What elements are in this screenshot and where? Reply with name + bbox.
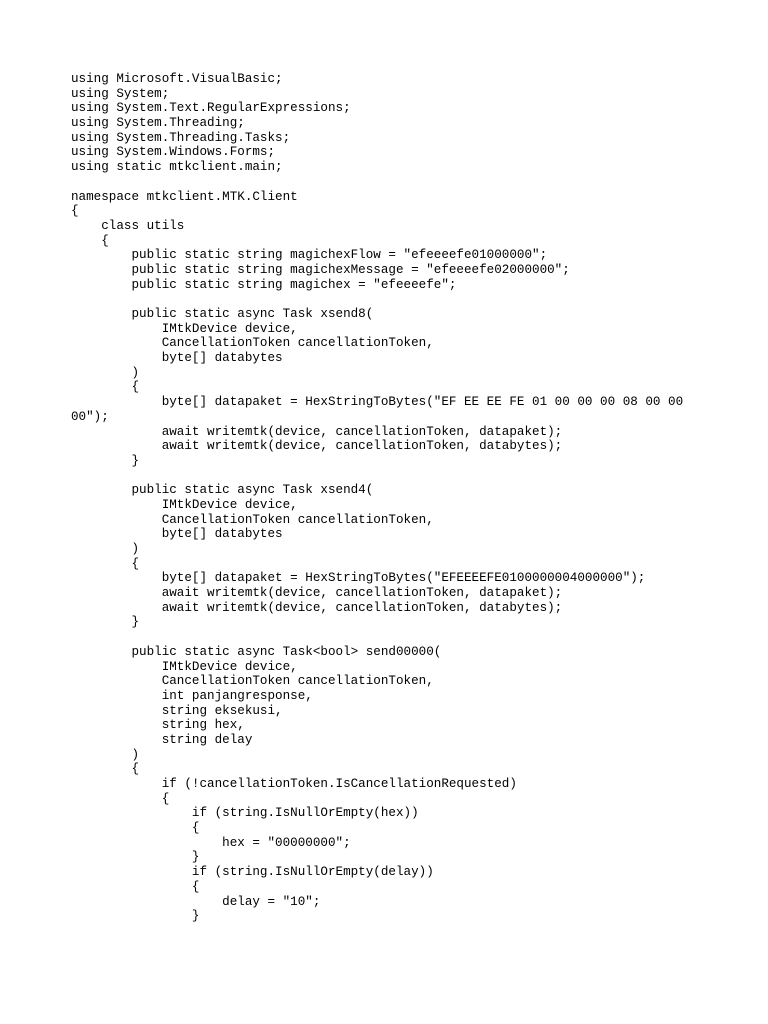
code-line: ) xyxy=(71,542,140,556)
code-line: await writemtk(device, cancellationToken, datapaket); xyxy=(71,586,563,601)
code-line: } xyxy=(71,453,140,468)
code-line: CancellationToken cancellationToken, xyxy=(71,674,434,689)
code-line: ) xyxy=(71,747,140,762)
code-line: } xyxy=(71,909,200,924)
code-line: namespace mtkclient.MTK.Client xyxy=(71,189,298,204)
code-line: using System.Threading.Tasks; xyxy=(71,130,291,145)
code-line: 00"); xyxy=(71,409,109,424)
code-line: { xyxy=(71,762,140,777)
code-line: public static async Task<bool> send00000( xyxy=(71,644,442,659)
code-line: public static async Task xsend4( xyxy=(71,483,374,498)
code-line: string eksekusi, xyxy=(71,703,283,718)
code-line: IMtkDevice device, xyxy=(71,659,298,674)
code-line: byte[] databytes xyxy=(71,351,283,366)
code-line: using Microsoft.VisualBasic; xyxy=(71,72,283,86)
code-listing xyxy=(71,72,711,924)
code-line: public static string magichexFlow = "efeeeefe01000000"; xyxy=(71,248,548,263)
code-line: await writemtk(device, cancellationToken, databytes); xyxy=(71,439,563,454)
code-line: { xyxy=(71,791,170,806)
code-line: } xyxy=(71,615,140,630)
code-line: using static mtkclient.main; xyxy=(71,160,283,175)
code-line: using System.Threading; xyxy=(71,116,245,131)
code-line: byte[] datapaket = HexStringToBytes("EFEEEEFE0100000004000000"); xyxy=(71,571,646,586)
code-line xyxy=(71,469,711,484)
code-line: delay = "10"; xyxy=(71,894,321,909)
code-line: byte[] datapaket = HexStringToBytes("EF EE EE FE 01 00 00 00 08 00 00 xyxy=(71,395,684,410)
code-line: await writemtk(device, cancellationToken, datapaket); xyxy=(71,424,563,439)
code-line: { xyxy=(71,556,140,571)
code-line: public static async Task xsend8( xyxy=(71,307,374,321)
code-line: if (string.IsNullOrEmpty(delay)) xyxy=(71,865,434,880)
code-line: public static string magichexMessage = "efeeeefe02000000"; xyxy=(71,262,570,277)
code-line: CancellationToken cancellationToken, xyxy=(71,336,434,351)
code-line: using System.Text.RegularExpressions; xyxy=(71,101,351,116)
code-line: class utils xyxy=(71,218,185,233)
code-line: IMtkDevice device, xyxy=(71,321,298,336)
code-line: { xyxy=(71,879,200,894)
code-line: int panjangresponse, xyxy=(71,688,313,703)
code-line: byte[] databytes xyxy=(71,527,283,542)
code-line: } xyxy=(71,850,200,865)
code-line xyxy=(71,175,711,190)
code-line: if (string.IsNullOrEmpty(hex)) xyxy=(71,806,419,821)
code-line: string hex, xyxy=(71,718,245,733)
code-line: { xyxy=(71,821,200,836)
code-line: if (!cancellationToken.IsCancellationRequested) xyxy=(71,777,517,791)
code-line: await writemtk(device, cancellationToken, databytes); xyxy=(71,600,563,615)
code-line: ) xyxy=(71,365,140,380)
code-line xyxy=(71,630,711,645)
code-line: { xyxy=(71,233,109,248)
code-line: hex = "00000000"; xyxy=(71,835,351,850)
code-line: { xyxy=(71,380,140,395)
code-line: using System.Windows.Forms; xyxy=(71,145,276,160)
code-line: using System; xyxy=(71,86,170,101)
code-line: IMtkDevice device, xyxy=(71,497,298,512)
code-line: { xyxy=(71,204,79,219)
code-line: public static string magichex = "efeeeefe"; xyxy=(71,277,457,292)
code-line: string delay xyxy=(71,732,253,747)
code-line xyxy=(71,292,711,307)
code-line: CancellationToken cancellationToken, xyxy=(71,512,434,527)
